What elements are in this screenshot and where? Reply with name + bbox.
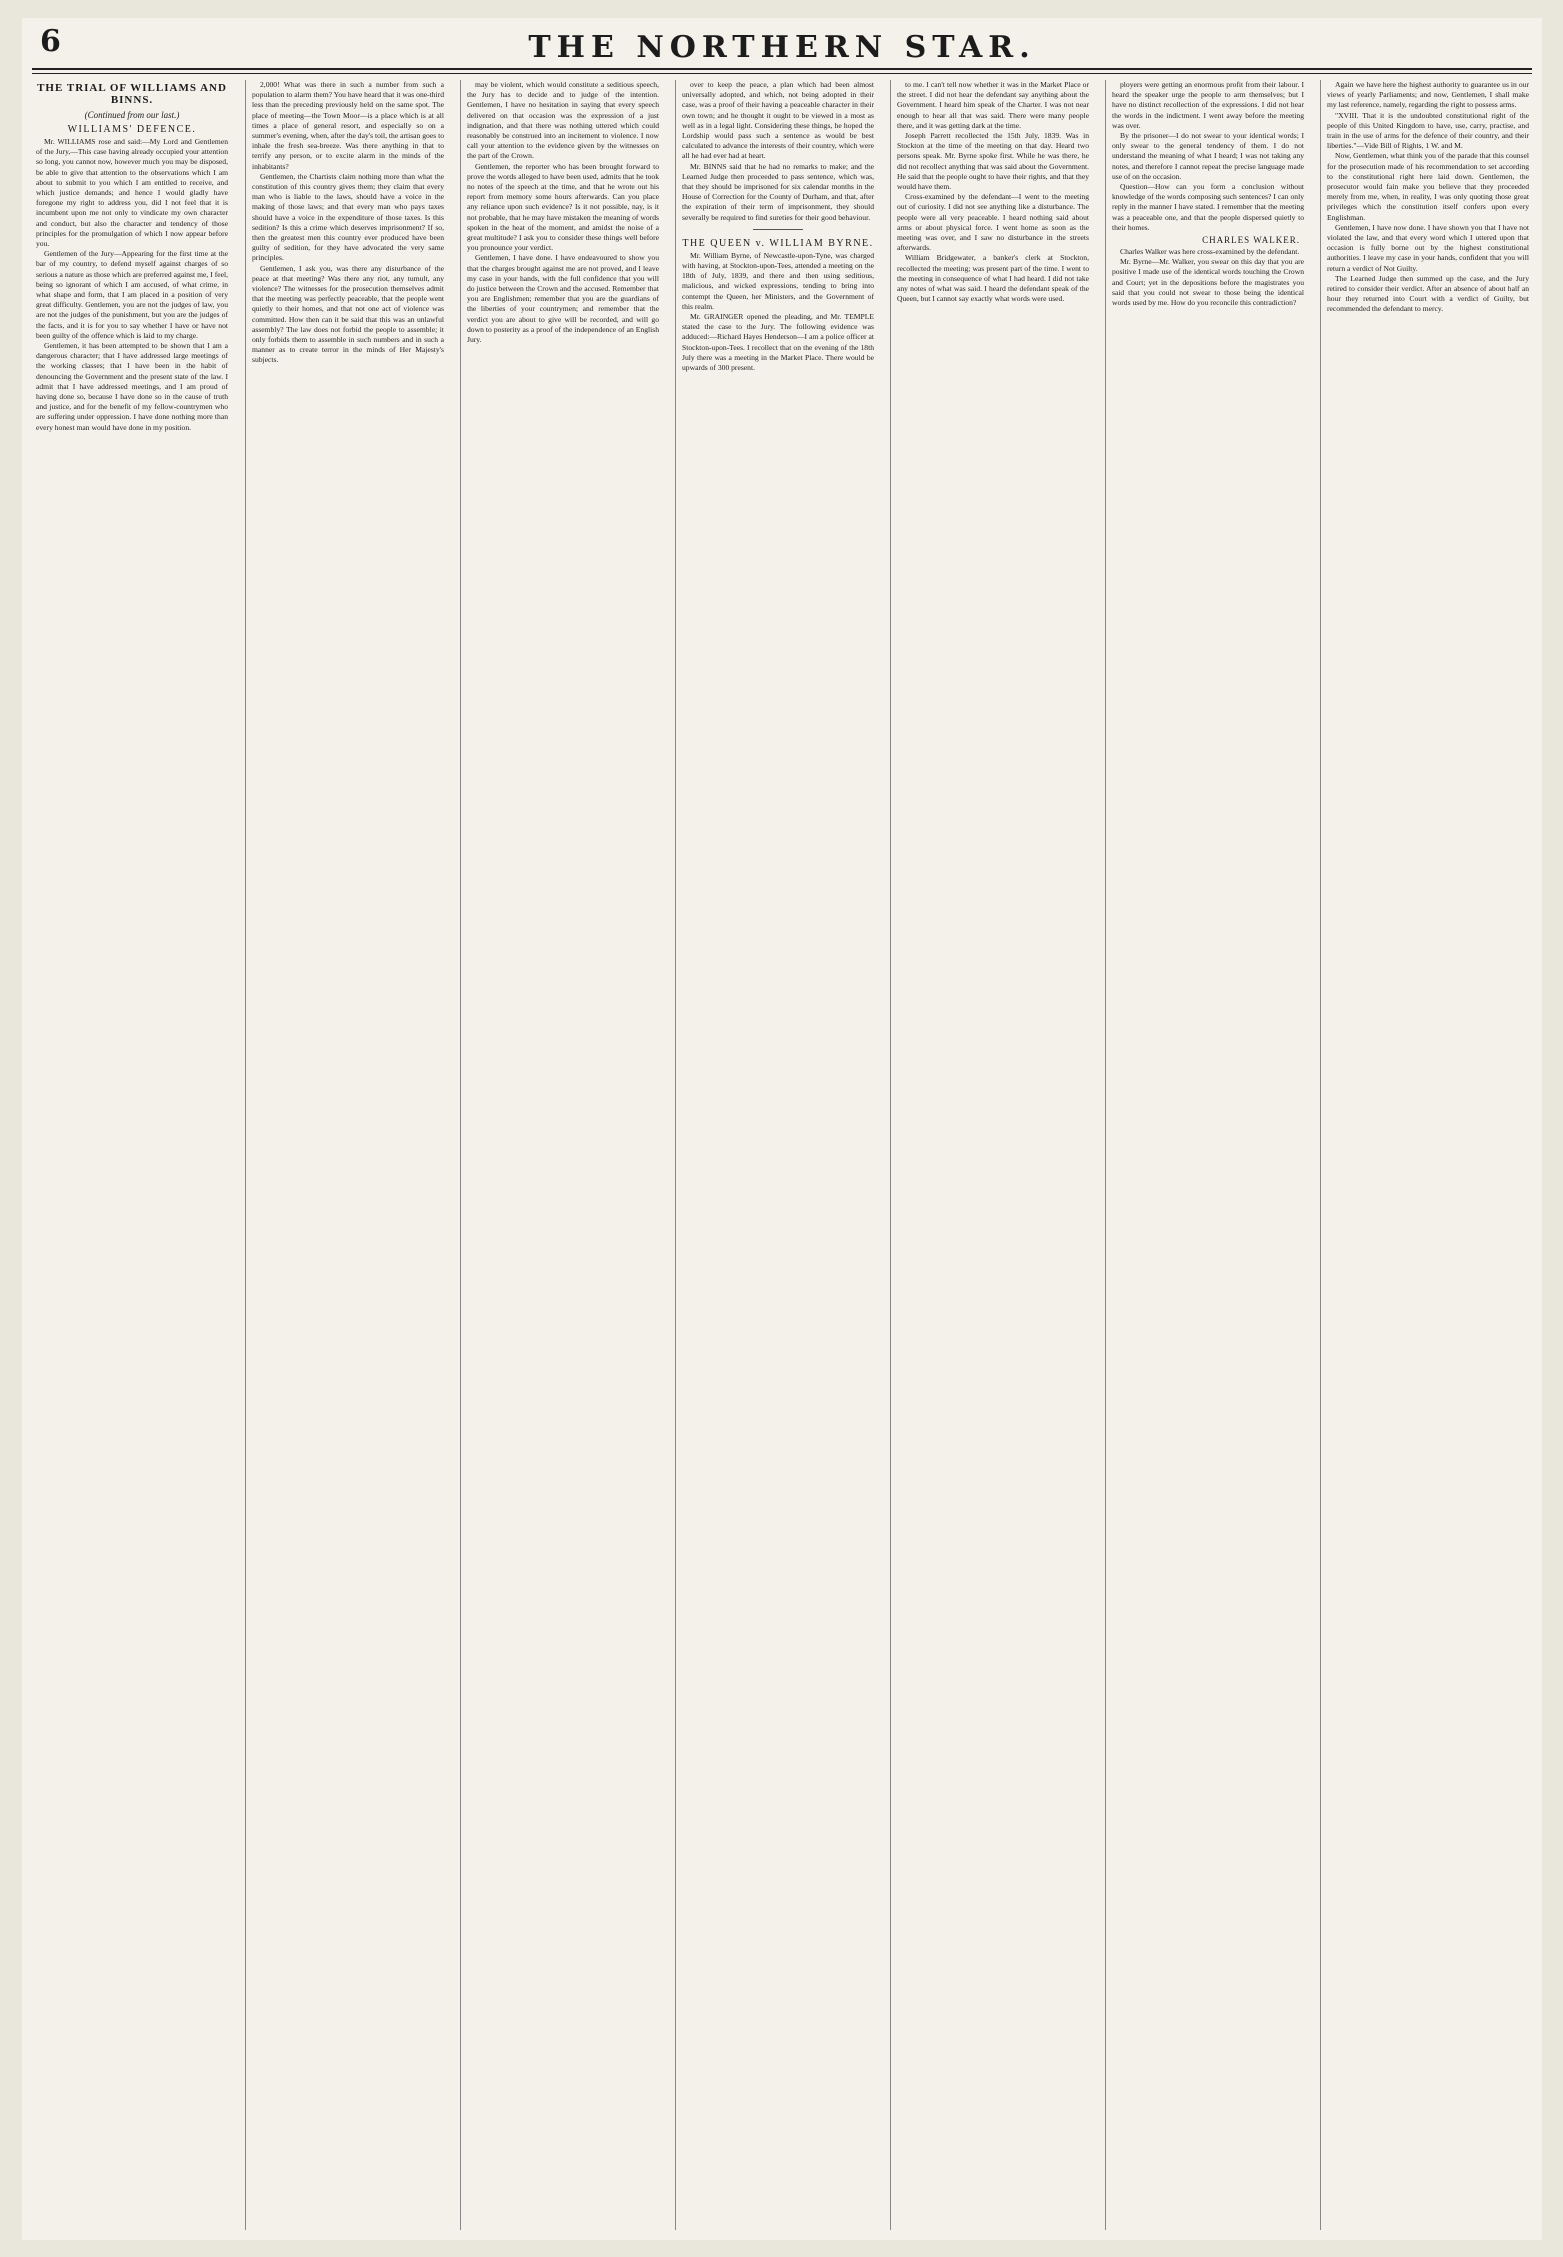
paragraph: Mr. William Byrne, of Newcastle-upon-Tyne, was charged with having, at Stockton-upon-Tees, attended a meeting on the 18th of July, 1839, and there and then using seditious, malicious, and wicked expressions, tending to bring into contempt the Queen, her Ministers, and the Government of this realm. bbox=[682, 250, 874, 311]
section-heading: WILLIAMS' DEFENCE. bbox=[67, 124, 197, 135]
paragraph: 2,000! What was there in such a number from such a population to alarm them? You have heard that it was one-third less than the preceding previously held on the same spot. The place of meeting—the Town Moor—is a place which is at all times a place of general resort, and especially so on a summer's evening, when, after the day's toil, the artisan goes to inhale the fresh sea-breeze. Was there anything in that to terrify any person, or to excite alarm in the minds of the inhabitants? bbox=[252, 80, 444, 171]
paragraph: Gentlemen, I have done. I have endeavoured to show you that the charges brought against me are not proved, and I leave my case in your hands, with the full confidence that you will do justice between the Crown and the accused. Remember that you are Englishmen; remember that you are the guardians of the liberties of your countrymen; and remember that the verdict you are about to give will be recorded, and will go down to posterity as a proof of the independence of an English Jury. bbox=[467, 253, 659, 345]
masthead bbox=[22, 18, 1542, 70]
newspaper-page bbox=[22, 18, 1542, 2240]
article-subheading: (Continued from our last.) bbox=[84, 110, 180, 120]
paragraph: Gentlemen, it has been attempted to be shown that I am a dangerous character; that I have addressed large meetings of the working classes; that I have been in the habit of denouncing the Government and the present state of the law. I admit that I have addressed meetings, and I am proud of having done so, because I have done so in the cause of truth and justice, and for the benefit of my fellow-countrymen who are suffering under oppression. I have done nothing more than every honest man would have done in my position. bbox=[36, 341, 228, 432]
paragraph: Gentlemen of the Jury—Appearing for the first time at the bar of my country, to defend myself against charges of so serious a nature as those which are preferred against me, I feel, being so ignorant of which I am accused, of what crime, in what shape and form, that I am placed in a position of very great difficulty. Gentlemen, you are not the judges of law, you are not the judges of the punishment, but you are the judges of the facts, and it is for you to say whether I have or have not been guilty of the offence which is laid to my charge. bbox=[36, 249, 228, 340]
newspaper-title: THE NORTHERN STAR. bbox=[528, 30, 1036, 65]
column-5 bbox=[890, 80, 1095, 2230]
article-heading: THE TRIAL OF WILLIAMS AND BINNS. bbox=[37, 82, 227, 106]
paragraph: Mr. WILLIAMS rose and said:—My Lord and Gentlemen of the Jury,—This case having already occupied your attention so long, you cannot now, however much you may be disposed, be able to give that attention to the observations which I am about to submit to you which I am entitled to receive, and which justice demands; and hence I would gladly have foregone my right to address you, did I not feel that it is incumbent upon me not only to vindicate my own character and conduct, but also the character and tendency of those principles for the promulgation of which I now appear before you. bbox=[36, 137, 228, 249]
column-4 bbox=[675, 80, 880, 2230]
column-6 bbox=[1105, 80, 1310, 2230]
paragraph: ployers were getting an enormous profit from their labour. I heard the speaker urge the people to arm themselves; but I have no distinct recollection of the expressions. I did not hear the words in the indictment. I went away before the meeting was over. bbox=[1112, 80, 1304, 130]
paragraph: Gentlemen, I ask you, was there any disturbance of the peace at that meeting? Was there any riot, any tumult, any violence? The witnesses for the prosecution themselves admit that the meeting was perfectly peaceable, that the people went quietly to their homes, and that not one act of violence was committed. How then can it be said that this was an unlawful assembly? The law does not forbid the people to assemble; it only forbids them to assemble in such numbers and in such a manner as to create terror in the minds of Her Majesty's subjects. bbox=[252, 263, 444, 365]
article-heading: THE QUEEN v. WILLIAM BYRNE. bbox=[682, 237, 874, 249]
paragraph: Now, Gentlemen, what think you of the parade that this counsel for the prosecution made of his recommendation to set according to the constitutional right here laid down. Gentlemen, the prosecutor would fain make you believe that they proceeded merely from me, when, in reality, I was only quoting those great privileges which the constitution itself confers upon every Englishman. bbox=[1327, 151, 1529, 222]
paragraph: Charles Walker was here cross-examined by the defendant. bbox=[1120, 247, 1300, 257]
masthead-rule bbox=[32, 68, 1532, 70]
paragraph: to me. I can't tell now whether it was in the Market Place or the street. I did not hear the defendant say anything about the Government. I heard him speak of the Charter. I was not near enough to hear all that was said. There were many people there, and it was getting dark at the time. bbox=[897, 80, 1089, 130]
paragraph: Gentlemen, the reporter who has been brought forward to prove the words alleged to have been used, admits that he took no notes of the speech at the time, and that he wrote out his report from memory some hours afterwards. Can you place any reliance upon such evidence? Is it not possible, nay, is it not probable, that he may have mistaken the meaning of words spoken in the heat of the moment, and amidst the noise of a great multitude? I ask you to consider these things well before you pronounce your verdict. bbox=[467, 161, 659, 253]
witness-signature: CHARLES WALKER. bbox=[1202, 235, 1300, 246]
paragraph: Mr. BINNS said that he had no remarks to make; and the Learned Judge then proceeded to pass sentence, which was, that they should be imprisoned for six calendar months in the House of Correction for the County of Durham, and that, after the expiration of their term of imprisonment, they should severally be required to find sureties for their good behaviour. bbox=[682, 161, 874, 222]
paragraph: Question—How can you form a conclusion without knowledge of the words composing such sentences? I can only reply in the manner I have stated. I remember that the meeting was a peaceable one, and that the people dispersed quietly to their homes. bbox=[1112, 182, 1304, 232]
page-number: 6 bbox=[40, 24, 61, 59]
column-3 bbox=[460, 80, 665, 2230]
paragraph: Mr. Byrne—Mr. Walker, you swear on this day that you are positive I made use of the identical words touching the Crown and Court; yet in the depositions before the magistrates you said that you could not swear to those being the identical words used by me. How do you reconcile this contradiction? bbox=[1112, 257, 1304, 308]
paragraph: Gentlemen, I have now done. I have shown you that I have not violated the law, and that every word which I uttered upon that occasion is fully borne out by the highest constitutional authorities. I leave my case in your hands, confident that you will return a verdict of Not Guilty. bbox=[1327, 222, 1529, 273]
paragraph: "XVIII. That it is the undoubted constitutional right of the people of this United Kingdom to have, use, carry, practise, and train in the use of arms for the defence of their country, and their liberties."—Vide Bill of Rights, 1 W. and M. bbox=[1327, 110, 1529, 151]
masthead-rule-thin bbox=[32, 73, 1532, 74]
paragraph: Joseph Parrett recollected the 15th July, 1839. Was in Stockton at the time of the meeting on that day. Heard two persons speak. Mr. Byrne spoke first. While he was there, he did not recollect anything that was said about the Government. He said that the people ought to have their rights, and that they would have them. bbox=[897, 131, 1089, 192]
column-7 bbox=[1320, 80, 1535, 2230]
column-1 bbox=[30, 80, 234, 2230]
separator bbox=[753, 229, 803, 230]
paragraph: Mr. GRAINGER opened the pleading, and Mr. TEMPLE stated the case to the Jury. The following evidence was adduced:—Richard Hayes Henderson—I am a police officer at Stockton-upon-Tees. I recollect that on the evening of the 18th July there was a meeting in the Market Place. There would be upwards of 300 present. bbox=[682, 312, 874, 373]
paragraph: William Bridgewater, a banker's clerk at Stockton, recollected the meeting; was present part of the time. I went to the meeting in consequence of what I had heard. I did not take any notes of what was said. I heard the defendant speak of the Queen, but I cannot say exactly what words were used. bbox=[897, 253, 1089, 304]
paragraph: over to keep the peace, a plan which had been almost universally adopted, and which, not being adopted in their case, was a proof of their having a peaceable character in their own town; and he thought it ought to be viewed in a most as well as in a legal light. Considering these things, he hoped the Lordship would pass such a sentence as would be best calculated to advance the interests of their country, which were all he had ever had at heart. bbox=[682, 80, 874, 161]
paragraph: Cross-examined by the defendant—I went to the meeting out of curiosity. I did not see anything like a disturbance. The people were all very peaceable. I heard nothing said about arms or about physical force. I went home as soon as the meeting was over, and I saw no disturbance in the streets afterwards. bbox=[897, 192, 1089, 253]
columns bbox=[30, 80, 1534, 2230]
paragraph: By the prisoner—I do not swear to your identical words; I only swear to the general tendency of them. I do not understand the meaning of what I heard; I was not taking any notes, and therefore I cannot repeat the precise language made use of on the occasion. bbox=[1112, 131, 1304, 181]
paragraph: Again we have here the highest authority to guarantee us in our views of yearly Parliaments; and now, Gentlemen, I shall make my last reference, namely, regarding the right to possess arms. bbox=[1327, 80, 1529, 110]
paragraph: may be violent, which would constitute a seditious speech, the Jury has to decide and to judge of the intention. Gentlemen, I have no hesitation in saying that every speech delivered on that occasion was the expression of a just indignation, and that there was nothing uttered which could reasonably be construed into an incitement to violence. I now call your attention to the evidence given by the witnesses on the part of the Crown. bbox=[467, 80, 659, 161]
paragraph: Gentlemen, the Chartists claim nothing more than what the constitution of this country gives them; they claim that every man who is liable to the laws, should have a voice in the making of those laws; and that every man who pays taxes should have a voice in the expenditure of those taxes. Is this sedition? Is this a crime which deserves imprisonment? If so, then the greatest men this country ever produced have been guilty of sedition, for they have advocated the very same principles. bbox=[252, 171, 444, 263]
column-2 bbox=[245, 80, 450, 2230]
paragraph: The Learned Judge then summed up the case, and the Jury retired to consider their verdict. After an absence of about half an hour they returned into Court with a verdict of Guilty, but recommended the defendant to mercy. bbox=[1327, 273, 1529, 314]
